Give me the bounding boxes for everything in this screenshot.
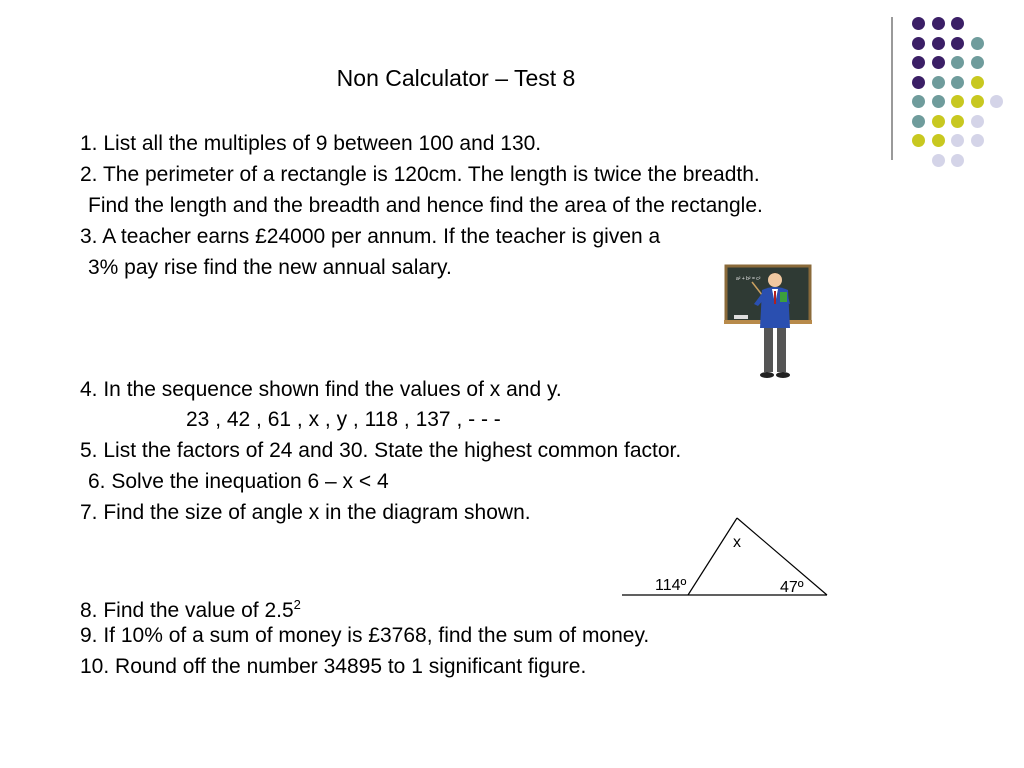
question-4-sequence: 23 , 42 , 61 , x , y , 118 , 137 , - - - [186, 408, 501, 431]
decorative-dot [912, 17, 925, 30]
question-3-line-1: 3. A teacher earns £24000 per annum. If the teacher is given a [80, 225, 661, 248]
teacher-left-shoe [760, 372, 774, 378]
question-1: 1. List all the multiples of 9 between 100 and 130. [80, 132, 542, 155]
decorative-dot [951, 134, 964, 147]
decorative-dot [951, 154, 964, 167]
question-8 [80, 592, 301, 624]
decorative-dot [932, 154, 945, 167]
angle-114-label: 114º [655, 577, 687, 594]
teacher-book [780, 292, 787, 302]
decorative-dot [971, 134, 984, 147]
angle-47-label: 47º [780, 579, 804, 596]
triangle-left-side [688, 518, 737, 595]
decorative-dot [971, 95, 984, 108]
triangle-diagram [620, 512, 835, 602]
decorative-dot [990, 95, 1003, 108]
decorative-dot [932, 134, 945, 147]
decorative-dot [912, 56, 925, 69]
teacher-left-leg [764, 328, 773, 372]
question-2-line-1: 2. The perimeter of a rectangle is 120cm. The length is twice the breadth. [80, 163, 760, 186]
question-7: 7. Find the size of angle x in the diagram shown. [80, 501, 531, 524]
question-3-line-2: 3% pay rise find the new annual salary. [88, 256, 452, 279]
decorative-dot [932, 115, 945, 128]
question-8-exponent: 2 [293, 597, 301, 612]
teacher-right-leg [777, 328, 786, 372]
question-6: 6. Solve the inequation 6 – x < 4 [88, 470, 389, 493]
question-5: 5. List the factors of 24 and 30. State the highest common factor. [80, 439, 682, 462]
decorative-dot [932, 17, 945, 30]
decorative-dot [971, 56, 984, 69]
decorative-dot [912, 37, 925, 50]
question-10: 10. Round off the number 34895 to 1 significant figure. [80, 655, 587, 678]
decorative-dot [951, 37, 964, 50]
decorative-dot [932, 56, 945, 69]
teacher-head [768, 273, 782, 287]
teacher-clipart [724, 264, 816, 382]
decorative-dot [932, 37, 945, 50]
teacher-right-shoe [776, 372, 790, 378]
decorative-dot [912, 134, 925, 147]
decorative-dot [971, 37, 984, 50]
decorative-dot [932, 76, 945, 89]
decorative-dot [912, 76, 925, 89]
question-8-text: 8. Find the value of 2.5 [80, 599, 294, 622]
blackboard-formula: a² + b² = c² [736, 276, 761, 282]
decorative-dot [951, 95, 964, 108]
question-4-line-1: 4. In the sequence shown find the values of x and y. [80, 378, 562, 401]
decorative-dot [932, 95, 945, 108]
decorative-dot [971, 115, 984, 128]
decorative-dot [951, 56, 964, 69]
decorative-dot [971, 76, 984, 89]
decorative-dot [951, 17, 964, 30]
decorative-dot [912, 95, 925, 108]
decorative-dot [951, 76, 964, 89]
decorative-dot [912, 115, 925, 128]
board-eraser [734, 315, 748, 319]
angle-x-label: x [733, 534, 741, 551]
question-9: 9. If 10% of a sum of money is £3768, find the sum of money. [80, 624, 650, 647]
page-title: Non Calculator – Test 8 [336, 65, 576, 91]
question-2-line-2: Find the length and the breadth and hence find the area of the rectangle. [88, 194, 763, 217]
decorative-dot [951, 115, 964, 128]
